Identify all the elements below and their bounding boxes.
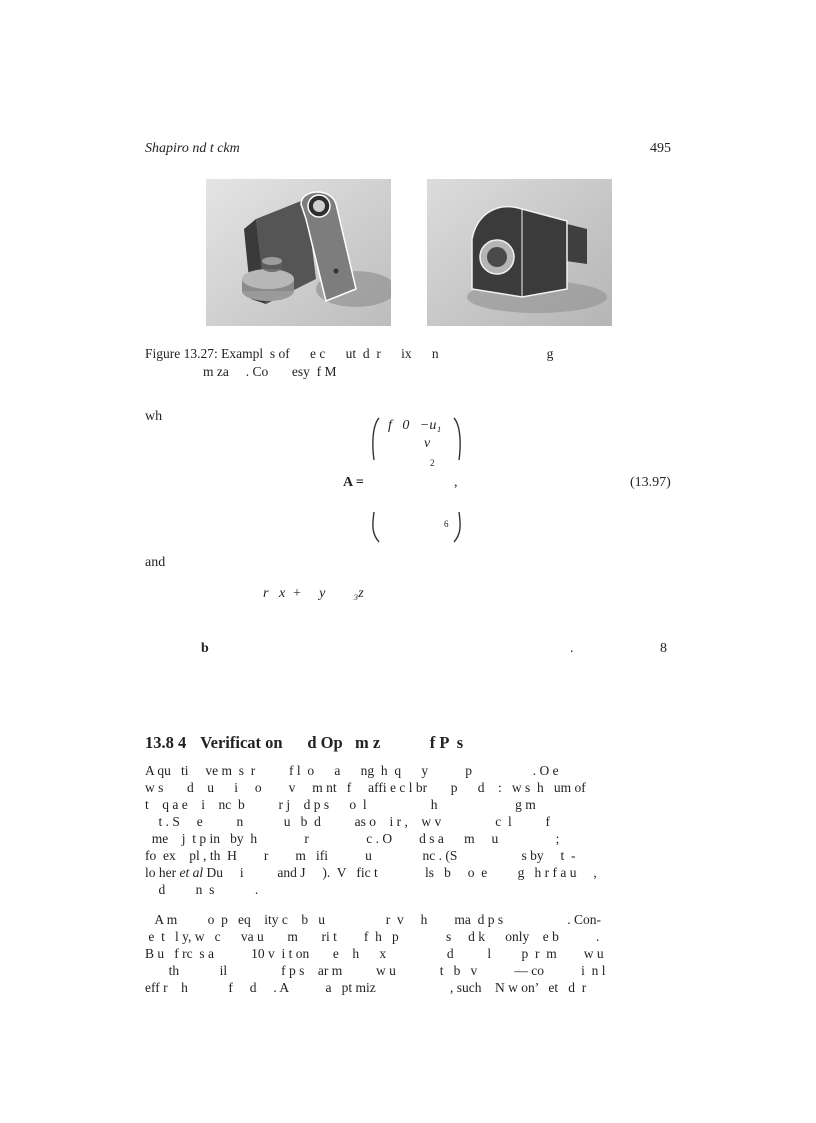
paragraph-1-line: fo ex pl , th H r m ifi u nc . (S s by t - <box>145 848 576 863</box>
matrix-row-1: f 0 −u₁ <box>388 418 442 433</box>
caption-line-1: Figure 13.27: Exampl s of e c ut d r ix n g <box>145 346 554 361</box>
b-line-number: 8 <box>660 641 667 656</box>
page-number: 495 <box>650 141 671 156</box>
matrix-comma: , <box>454 475 458 490</box>
paragraph-2 <box>145 911 670 996</box>
body-text-and: and <box>145 555 166 570</box>
b-line-period: . <box>570 641 574 656</box>
section-title: Verificat on d Op m z f P s <box>200 733 464 752</box>
matrix-lhs: A = <box>343 475 364 490</box>
block-part-image <box>427 179 612 326</box>
paragraph-1 <box>145 762 670 898</box>
matrix-row-2: v <box>424 436 431 451</box>
paragraph-1-line: t . S e n u b d as o i r , w v c l f <box>145 814 550 829</box>
paragraph-1-line: w s d u i o v m nt f affi e c l br p d : w s h um of <box>145 780 586 795</box>
paragraph-2-line: B u f rc s a 10 v i t on e h x d l p r m w u <box>145 946 604 961</box>
bracket-part-image <box>206 179 391 326</box>
paragraph-1-line <box>145 864 670 881</box>
figure-photo-left <box>206 179 391 326</box>
running-header-authors: Shapiro nd t ckm <box>145 141 240 156</box>
figure-photo-right <box>427 179 612 326</box>
matrix-row-bottom: 6 <box>444 519 449 529</box>
expression-line: r x + y ₃z <box>263 586 364 601</box>
matrix-parentheses <box>370 416 465 552</box>
section-heading <box>145 733 463 753</box>
paragraph-2-line: eff r h f d . A a pt miz , such N w on’ et d r <box>145 980 587 995</box>
caption-line-2: m za . Co esy f M <box>203 364 337 379</box>
matrix-row-3: 2 <box>430 458 435 468</box>
et-al-citation: et al <box>179 865 204 880</box>
matrix-equation <box>370 416 465 552</box>
section-number: 13.8 4 <box>145 733 187 752</box>
paragraph-2-line: A m o p eq ity c b u r v h ma d p s . Con- <box>145 912 601 927</box>
vector-b: b <box>201 641 209 656</box>
paragraph-1-line: me j t p in by h r c . O d s a m u ; <box>145 831 560 846</box>
paragraph-1-line: A qu ti ve m s r f l o a ng h q y p . O e <box>145 763 559 778</box>
equation-number: (13.97) <box>630 475 671 490</box>
paragraph-1-line: t q a e i nc b r j d p s o l h g m <box>145 797 536 812</box>
body-text-where: wh <box>145 409 163 424</box>
figure-caption <box>145 345 665 381</box>
line-prefix: lo her <box>145 865 180 880</box>
paragraph-2-line: e t l y, w c va u m ri t f h p s d k only e b . <box>145 929 600 944</box>
paragraph-1-line: d n s . <box>145 882 259 897</box>
paragraph-2-line: th il f p s ar m w u t b v — co i n l <box>145 963 606 978</box>
line-rest: Du i and J ). V fic t ls b o e g h r f a u , <box>203 865 597 880</box>
